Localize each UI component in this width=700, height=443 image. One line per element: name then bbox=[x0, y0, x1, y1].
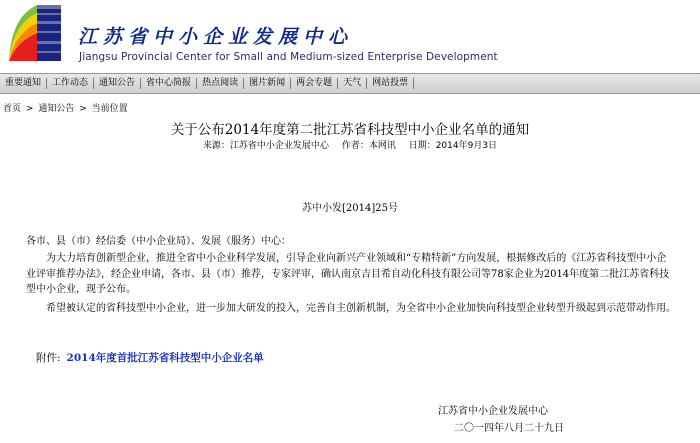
nav-item-center-briefs[interactable]: 省中心简报 bbox=[141, 78, 197, 89]
nav-item-photo-news[interactable]: 图片新闻 bbox=[244, 78, 291, 89]
nav-item-work-updates[interactable]: 工作动态 bbox=[47, 78, 94, 89]
site-title-cn: 江苏省中小企业发展中心 bbox=[78, 26, 354, 48]
breadcrumb-home[interactable]: 首页 bbox=[3, 104, 22, 114]
document-number: 苏中小发[2014]25号 bbox=[302, 203, 398, 214]
site-title-en: Jiangsu Provincial Center for Small and Medium-sized Enterprise Development bbox=[79, 51, 498, 63]
breadcrumb-announcements[interactable]: 通知公告 bbox=[38, 104, 75, 114]
site-logo bbox=[7, 3, 63, 63]
signature-date: 二〇一四年八月二十九日 bbox=[454, 423, 564, 434]
attachment bbox=[36, 350, 264, 365]
signature-org: 江苏省中小企业发展中心 bbox=[438, 406, 548, 417]
nav-item-weather[interactable]: 天气 bbox=[338, 78, 367, 89]
nav-item-site-poll[interactable]: 网站投票 bbox=[367, 78, 414, 89]
nav-item-hot-reading[interactable]: 热点阅读 bbox=[197, 78, 244, 89]
nav-item-announcements[interactable]: 通知公告 bbox=[94, 78, 141, 89]
article-meta bbox=[0, 138, 700, 151]
breadcrumb-separator: > bbox=[25, 104, 34, 114]
article-date: 日期：2014年9月3日 bbox=[408, 141, 498, 151]
breadcrumb-current: 当前位置 bbox=[91, 104, 128, 114]
attachment-label: 附件: bbox=[36, 352, 61, 364]
nav-item-important-notices[interactable]: 重要通知 bbox=[0, 78, 47, 89]
salutation: 各市、县（市）经信委（中小企业局）、发展（服务）中心： bbox=[26, 236, 291, 247]
nav-item-two-sessions[interactable]: 两会专题 bbox=[291, 78, 338, 89]
article-title: 关于公布2014年度第二批江苏省科技型中小企业名单的通知 bbox=[170, 122, 530, 138]
paragraph-2: 希望被认定的省科技型中小企业，进一步加大研发的投入，完善自主创新机制，为全省中小企业加快向科技型企业转型升级起到示范带动作用。 bbox=[26, 303, 676, 314]
attachment-link[interactable]: 2014年度首批江苏省科技型中小企业名单 bbox=[66, 352, 264, 364]
breadcrumb bbox=[3, 101, 130, 114]
article-source: 来源：江苏省中小企业发展中心 bbox=[202, 141, 329, 151]
main-nav bbox=[0, 73, 700, 94]
article-author: 作者：本网讯 bbox=[341, 141, 396, 151]
site-header bbox=[0, 0, 700, 73]
breadcrumb-separator: > bbox=[79, 104, 87, 114]
paragraph-1: 为大力培育创新型企业，推进全省中小企业科学发展，引导企业向新兴产业领域和“专精特新”方向发展，根据修改后的《江苏省科技型中小企业评审推荐办法》，经企业申请，各市、县（市）推荐，专家评审，确认南京吉目希自动化科技有限公司等78家企业为2014年度第二批江苏省科技型中小企业，现予公布。 bbox=[26, 253, 670, 295]
